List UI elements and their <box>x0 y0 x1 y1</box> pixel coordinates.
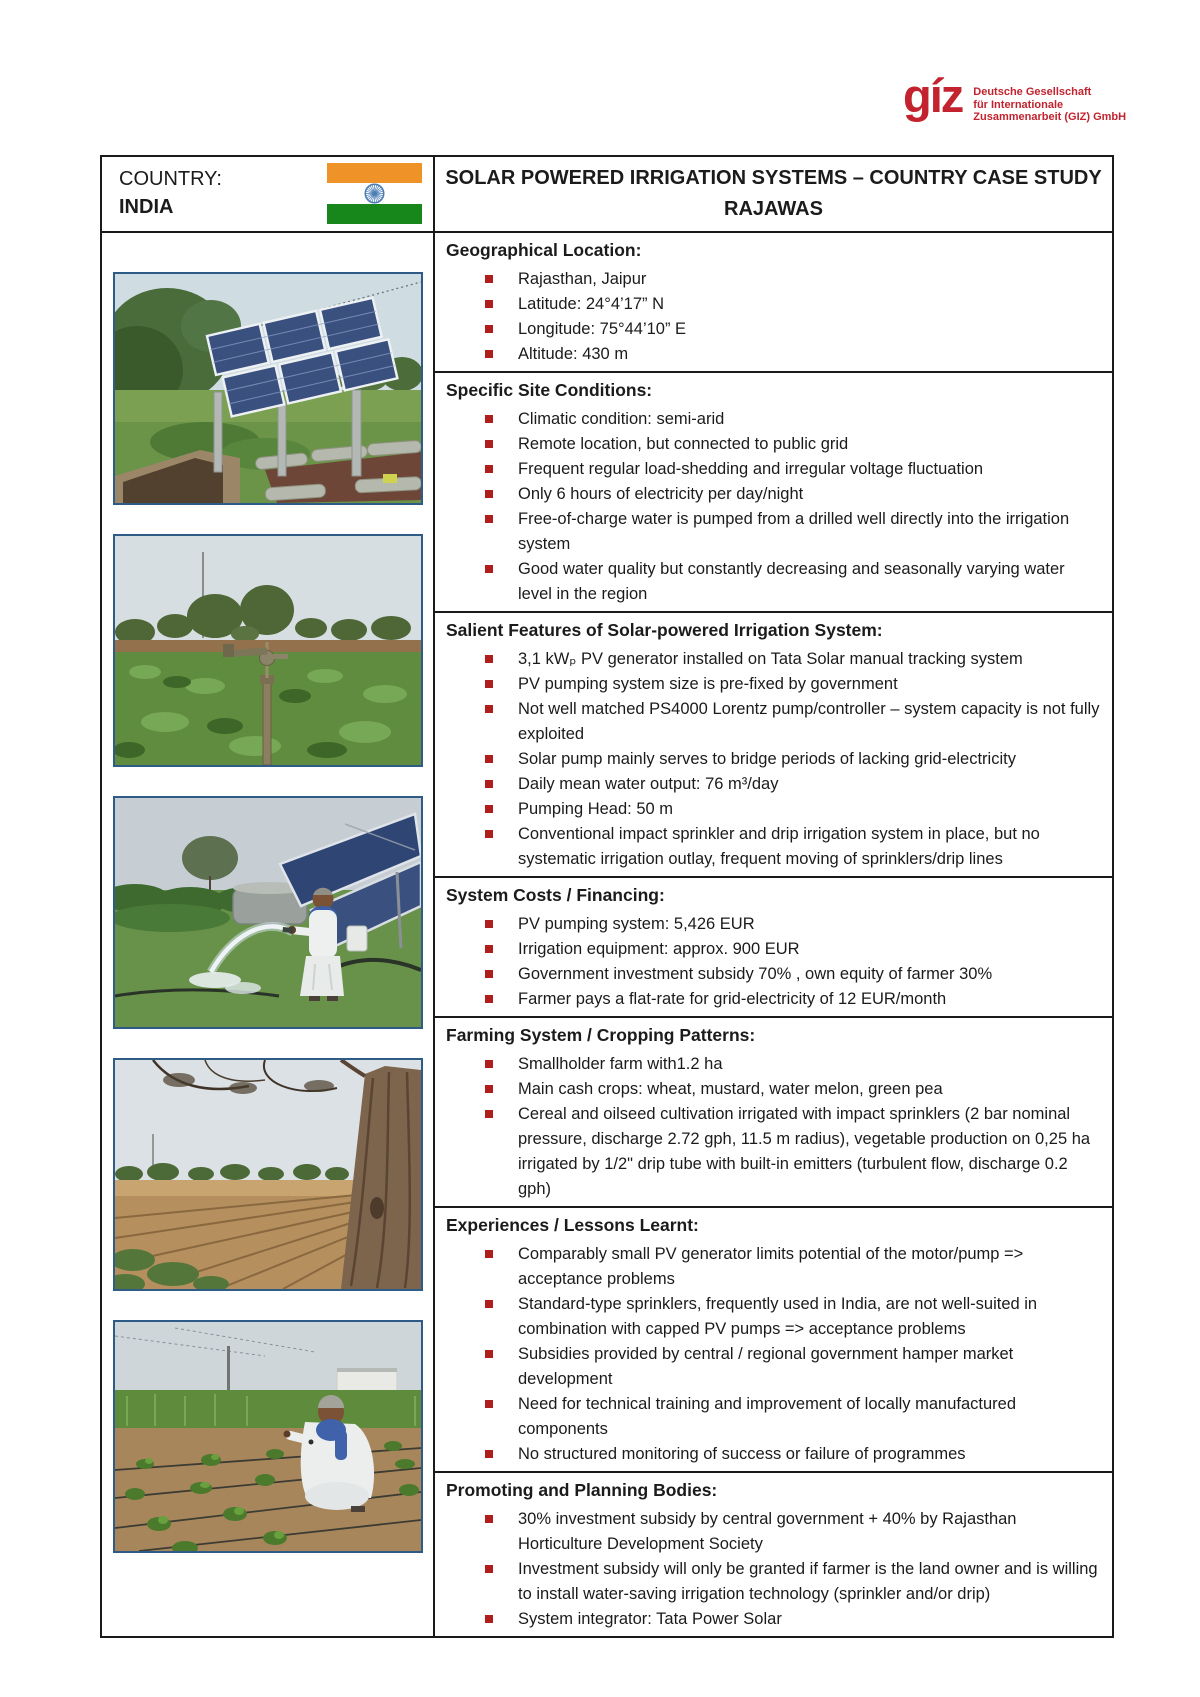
section-heading: System Costs / Financing: <box>446 885 665 905</box>
bullet-square-icon <box>485 1615 493 1623</box>
section-promoting-and-planning-bodies <box>435 1471 1112 1636</box>
bullet-text: Rajasthan, Jaipur <box>518 270 647 288</box>
bullet-text: Farmer pays a flat-rate for grid-electricity of 12 EUR/month <box>518 990 947 1008</box>
bullet-square-icon <box>485 490 493 498</box>
bullet-text: Frequent regular load-shedding and irregular voltage fluctuation <box>518 460 984 478</box>
section-heading: Specific Site Conditions: <box>446 380 653 400</box>
bullet-square-icon <box>485 995 493 1003</box>
bullet-text: Cereal and oilseed cultivation irrigated with impact sprinklers (2 bar nominal pressure, discharge 2.72 gph, 11.5 m radius), vegetable production on 0,25 ha irrigated by 1/2" drip tube with built-in emitters (turbulent flow, discharge 0.2 gph) <box>518 1105 1091 1198</box>
giz-tagline-line3: Zusammenarbeit (GIZ) GmbH <box>973 111 1127 123</box>
bullet-text: Comparably small PV generator limits potential of the motor/pump => acceptance problems <box>518 1245 1024 1288</box>
ashoka-chakra-icon <box>364 183 385 204</box>
bullet-text: 3,1 kWₚ PV generator installed on Tata Solar manual tracking system <box>518 650 1023 668</box>
bullet-text: Subsidies provided by central / regional government hamper market development <box>518 1345 1014 1388</box>
photo-farmer-drip-lines <box>113 1320 423 1553</box>
bullet-square-icon <box>485 1250 493 1258</box>
bullet-square-icon <box>485 805 493 813</box>
bullet-text: Pumping Head: 50 m <box>518 800 674 818</box>
bullet-item <box>435 1342 1112 1392</box>
bullet-text: Conventional impact sprinkler and drip irrigation system in place, but no systematic irrigation outlay, frequent moving of sprinklers/drip lines <box>518 825 1040 868</box>
bullet-item <box>435 457 1112 482</box>
bullet-square-icon <box>485 465 493 473</box>
bullet-text: Main cash crops: wheat, mustard, water melon, green pea <box>518 1080 943 1098</box>
bullet-item <box>435 962 1112 987</box>
flag-green-band <box>327 204 422 224</box>
bullet-square-icon <box>485 970 493 978</box>
bullet-item <box>435 292 1112 317</box>
bullet-item <box>435 912 1112 937</box>
bullet-square-icon <box>485 920 493 928</box>
section-farming-system-cropping-patterns <box>435 1016 1112 1206</box>
bullet-item <box>435 647 1112 672</box>
bullet-text: Irrigation equipment: approx. 900 EUR <box>518 940 800 958</box>
bullet-square-icon <box>485 1350 493 1358</box>
bullet-text: Longitude: 75°44’10” E <box>518 320 687 338</box>
header-row <box>102 157 1112 233</box>
bullet-item <box>435 1607 1112 1632</box>
bullet-text: Climatic condition: semi-arid <box>518 410 725 428</box>
section-geographical-location <box>435 233 1112 371</box>
bullet-item <box>435 772 1112 797</box>
bullet-text: Only 6 hours of electricity per day/night <box>518 485 804 503</box>
bullet-item <box>435 1292 1112 1342</box>
solar-array-illustration <box>115 274 421 503</box>
bullet-square-icon <box>485 1110 493 1118</box>
bullet-text: Standard-type sprinklers, frequently used in India, are not well-suited in combination with capped PV pumps => acceptance problems <box>518 1295 1038 1338</box>
section-experiences-lessons-learnt <box>435 1206 1112 1471</box>
bullet-item <box>435 1052 1112 1077</box>
bullet-square-icon <box>485 1060 493 1068</box>
bullet-square-icon <box>485 680 493 688</box>
bullet-item <box>435 987 1112 1012</box>
bullet-square-icon <box>485 780 493 788</box>
section-heading: Experiences / Lessons Learnt: <box>446 1215 699 1235</box>
bullet-text: Government investment subsidy 70% , own equity of farmer 30% <box>518 965 993 983</box>
content-row <box>102 233 1112 1636</box>
bullet-item <box>435 697 1112 747</box>
section-salient-features-of-solar-powered-irrigation-system <box>435 611 1112 876</box>
bullet-text: Investment subsidy will only be granted if farmer is the land owner and is willing to install water-saving irrigation technology (sprinkler and/or drip) <box>518 1560 1098 1603</box>
giz-wordmark: gíz <box>903 69 963 122</box>
dry-field-illustration <box>115 1060 421 1289</box>
flag-saffron-band <box>327 163 422 183</box>
flag-white-band <box>327 183 422 203</box>
farmer-watering-illustration <box>115 798 421 1027</box>
bullet-item <box>435 432 1112 457</box>
bullet-text: PV pumping system: 5,426 EUR <box>518 915 755 933</box>
bullet-text: PV pumping system size is pre-fixed by government <box>518 675 898 693</box>
photo-dry-field-tree <box>113 1058 423 1291</box>
giz-tagline-line1: Deutsche Gesellschaft <box>973 86 1092 98</box>
bullet-text: Solar pump mainly serves to bridge periods of lacking grid-electricity <box>518 750 1016 768</box>
bullet-square-icon <box>485 565 493 573</box>
section-heading: Farming System / Cropping Patterns: <box>446 1025 756 1045</box>
bullet-item <box>435 797 1112 822</box>
bullet-square-icon <box>485 440 493 448</box>
bullet-item <box>435 1077 1112 1102</box>
bullet-item <box>435 482 1112 507</box>
section-system-costs-financing <box>435 876 1112 1016</box>
photo-farmer-watering-hose <box>113 796 423 1029</box>
giz-tagline <box>973 86 1126 124</box>
bullet-item <box>435 1442 1112 1467</box>
india-flag-icon <box>327 163 422 224</box>
bullet-square-icon <box>485 300 493 308</box>
bullet-item <box>435 1102 1112 1202</box>
country-label: COUNTRY: <box>119 168 222 190</box>
bullet-text: Not well matched PS4000 Lorentz pump/controller – system capacity is not fully exploited <box>518 700 1100 743</box>
title-line1: SOLAR POWERED IRRIGATION SYSTEMS – COUNTRY CASE STUDY <box>445 167 1102 189</box>
bullet-text: No structured monitoring of success or failure of programmes <box>518 1445 966 1463</box>
bullet-square-icon <box>485 755 493 763</box>
section-heading: Salient Features of Solar-powered Irrigation System: <box>446 620 883 640</box>
bullet-square-icon <box>485 325 493 333</box>
bullet-item <box>435 507 1112 557</box>
sections-column <box>435 233 1112 1636</box>
bullet-text: Daily mean water output: 76 m³/day <box>518 775 779 793</box>
bullet-item <box>435 1507 1112 1557</box>
bullet-text: Altitude: 430 m <box>518 345 629 363</box>
bullet-text: Remote location, but connected to public grid <box>518 435 849 453</box>
country-name: INDIA <box>119 196 174 218</box>
bullet-item <box>435 557 1112 607</box>
title-line2: RAJAWAS <box>724 198 823 220</box>
country-cell <box>102 157 435 231</box>
bullet-item <box>435 1392 1112 1442</box>
bullet-item <box>435 407 1112 432</box>
case-study-table <box>100 155 1114 1638</box>
bullet-item <box>435 937 1112 962</box>
bullet-square-icon <box>485 350 493 358</box>
bullet-square-icon <box>485 1300 493 1308</box>
section-heading: Promoting and Planning Bodies: <box>446 1480 718 1500</box>
bullet-item <box>435 1242 1112 1292</box>
bullet-item <box>435 1557 1112 1607</box>
bullet-text: System integrator: Tata Power Solar <box>518 1610 782 1628</box>
section-heading: Geographical Location: <box>446 240 642 260</box>
bullet-square-icon <box>485 415 493 423</box>
drip-irrigation-illustration <box>115 1322 421 1551</box>
bullet-square-icon <box>485 945 493 953</box>
bullet-square-icon <box>485 1515 493 1523</box>
photo-solar-tracking-array <box>113 272 423 505</box>
bullet-item <box>435 747 1112 772</box>
photo-impact-sprinkler <box>113 534 423 767</box>
bullet-text: Good water quality but constantly decreasing and seasonally varying water level in the region <box>518 560 1065 603</box>
bullet-text: Need for technical training and improvement of locally manufactured components <box>518 1395 1017 1438</box>
bullet-square-icon <box>485 1450 493 1458</box>
sprinkler-illustration <box>115 536 421 765</box>
bullet-square-icon <box>485 655 493 663</box>
bullet-square-icon <box>485 1565 493 1573</box>
section-specific-site-conditions <box>435 371 1112 611</box>
bullet-square-icon <box>485 705 493 713</box>
bullet-text: Free-of-charge water is pumped from a drilled well directly into the irrigation system <box>518 510 1070 553</box>
bullet-item <box>435 342 1112 367</box>
bullet-text: 30% investment subsidy by central government + 40% by Rajasthan Horticulture Development Society <box>518 1510 1017 1553</box>
bullet-item <box>435 822 1112 872</box>
bullet-item <box>435 317 1112 342</box>
bullet-square-icon <box>485 1085 493 1093</box>
photo-column <box>102 233 435 1636</box>
bullet-text: Latitude: 24°4’17” N <box>518 295 665 313</box>
bullet-text: Smallholder farm with1.2 ha <box>518 1055 723 1073</box>
bullet-item <box>435 267 1112 292</box>
giz-tagline-line2: für Internationale <box>973 98 1064 111</box>
document-title <box>435 157 1112 231</box>
giz-logo <box>903 69 1127 124</box>
bullet-square-icon <box>485 1400 493 1408</box>
bullet-item <box>435 672 1112 697</box>
bullet-square-icon <box>485 515 493 523</box>
bullet-square-icon <box>485 275 493 283</box>
bullet-square-icon <box>485 830 493 838</box>
